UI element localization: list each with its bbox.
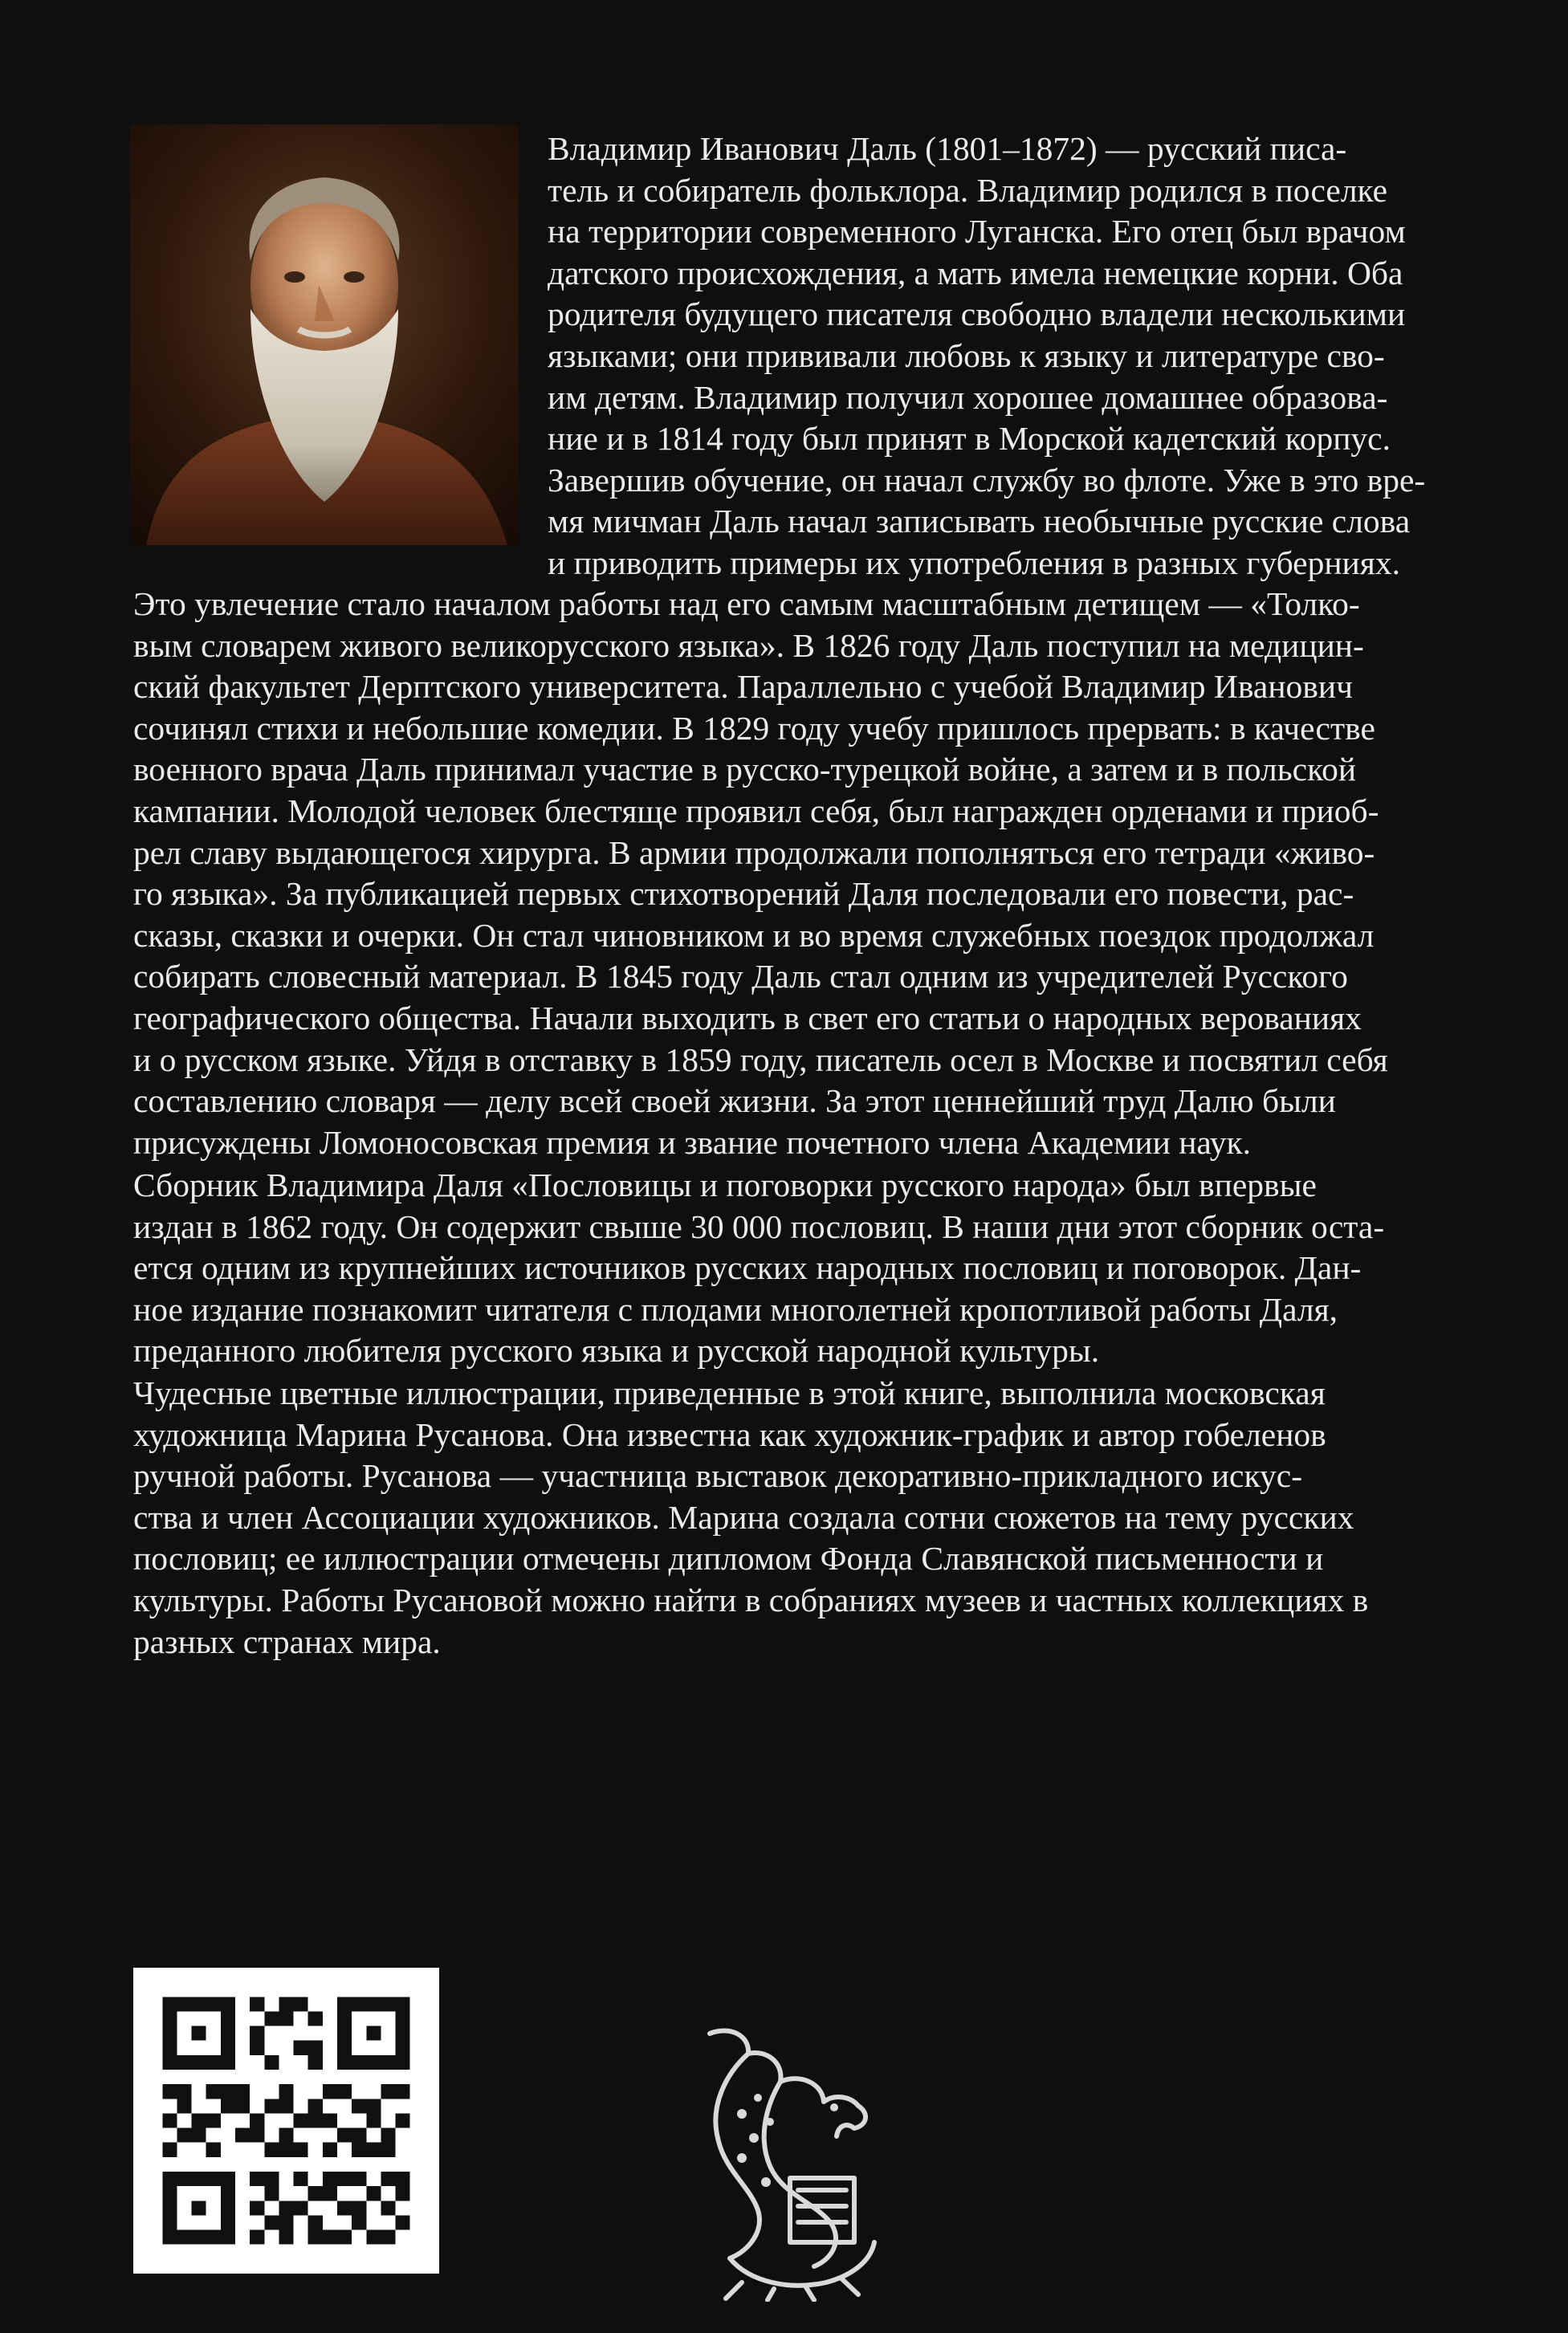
intro-line: датского происхождения, а мать имела немецкие корни. Оба (548, 254, 1403, 291)
intro-line: ние и в 1814 году был принят в Морской кадетский корпус. (548, 420, 1391, 458)
text-line: ства и член Ассоциации художников. Марина создала сотни сюжетов на тему русских (133, 1498, 1354, 1536)
text-line: военного врача Даль принимал участие в русско-турецкой войне, а затем и в польской (133, 751, 1357, 788)
text-line: ное издание познакомит читателя с плодами многолетней кропотливой работы Даля, (133, 1290, 1338, 1328)
author-portrait (130, 124, 519, 545)
text-line: ский факультет Дерптского университета. Параллельно с учебой Владимир Иванович (133, 668, 1353, 706)
text-line: пословиц; ее иллюстрации отмечены дипломом Фонда Славянской письменности и (133, 1540, 1324, 1578)
text-line: разных странах мира. (133, 1623, 441, 1660)
text-line: составлению словаря — делу всей своей жизни. За этот ценнейший труд Далю были (133, 1082, 1336, 1120)
illustrator-paragraph (133, 1373, 1450, 1663)
text-line: вым словарем живого великорусского языка». В 1826 году Даль поступил на медицин- (133, 626, 1364, 664)
intro-line: Завершив обучение, он начал службу во флоте. Уже в это вре- (548, 461, 1426, 499)
text-line: Сборник Владимира Даля «Пословицы и поговорки русского народа» был впервые (133, 1166, 1317, 1203)
text-line: присуждены Ломоносовская премия и звание почетного члена Академии наук. (133, 1123, 1252, 1161)
text-line: кампании. Молодой человек блестяще проявил себя, был награжден орденами и приоб- (133, 792, 1379, 829)
text-line: го языка». За публикацией первых стихотворений Даля последовали его повести, рас- (133, 875, 1354, 913)
intro-line: мя мичман Даль начал записывать необычные русские слова (548, 503, 1411, 540)
intro-line: им детям. Владимир получил хорошее домашнее образова- (548, 378, 1388, 416)
biography-paragraph (133, 584, 1450, 1163)
text-line: сказы, сказки и очерки. Он стал чиновником и во время служебных поездок продолжал (133, 916, 1375, 954)
intro-line: родителя будущего писателя свободно владели несколькими (548, 295, 1406, 333)
intro-line: языками; они прививали любовь к языку и литературе сво- (548, 336, 1385, 374)
intro-line: и приводить примеры их употребления в разных губерниях. (548, 544, 1400, 581)
dragon-publisher-logo-icon (694, 2017, 883, 2302)
text-line: издан в 1862 году. Он содержит свыше 30 000 пословиц. В наши дни этот сборник оста- (133, 1207, 1385, 1245)
text-line: ется одним из крупнейших источников русских народных пословиц и поговорок. Дан- (133, 1249, 1362, 1287)
intro-line: на территории современного Луганска. Его отец был врачом (548, 213, 1406, 250)
text-line: собирать словесный материал. В 1845 году Даль стал одним из учредителей Русского (133, 958, 1348, 995)
text-line: культуры. Работы Русановой можно найти в собраниях музеев и частных коллекциях в (133, 1581, 1369, 1618)
text-line: Это увлечение стало началом работы над его самым масштабным детищем — «Толко- (133, 585, 1360, 622)
text-line: художница Марина Русанова. Она известна как художник-график и автор гобеленов (133, 1415, 1326, 1453)
text-line: сочинял стихи и небольшие комедии. В 1829 году учебу пришлось прервать: в качестве (133, 709, 1375, 747)
qr-code-icon (133, 1968, 439, 2274)
collection-paragraph (133, 1165, 1450, 1372)
intro-text (548, 128, 1450, 584)
text-line: ручной работы. Русанова — участница выставок декоративно-прикладного искус- (133, 1457, 1303, 1495)
text-line: преданного любителя русского языка и русской народной культуры. (133, 1332, 1100, 1370)
text-line: географического общества. Начали выходить в свет его статьи о народных верованиях (133, 999, 1362, 1036)
intro-line: Владимир Иванович Даль (1801–1872) — русский писа- (548, 130, 1347, 167)
text-line: и о русском языке. Уйдя в отставку в 1859 году, писатель осел в Москве и посвятил себя (133, 1040, 1388, 1078)
text-line: рел славу выдающегося хирурга. В армии продолжали пополняться его тетради «живо- (133, 833, 1375, 871)
text-line: Чудесные цветные иллюстрации, приведенные в этой книге, выполнила московская (133, 1374, 1326, 1411)
intro-line: тель и собиратель фольклора. Владимир родился в поселке (548, 171, 1388, 209)
